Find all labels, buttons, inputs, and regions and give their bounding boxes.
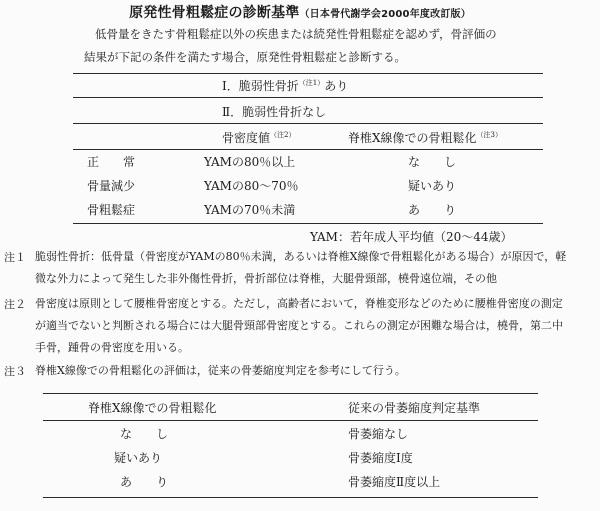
- intro-line-1: 低骨量をきたす骨粗鬆症以外の疾患または続発性骨粗鬆症を認めず，骨評価の: [95, 27, 497, 41]
- table2-row-2-right: 骨萎縮度Ⅰ度: [348, 451, 413, 465]
- note-1-line-2: 微な外力によって発生した非外傷性骨折，骨折部位は脊椎，大腿骨頸部，橈骨遠位端，その他: [35, 272, 497, 285]
- bmd-header-note: （注2）: [270, 131, 296, 139]
- rule-top: [73, 73, 543, 74]
- rule-sec2: [73, 123, 543, 124]
- note-2-line-1: 骨密度は原則として腰椎骨密度とする。ただし，高齢者において，脊椎変形などのために腰椎骨密度の測定: [35, 297, 563, 310]
- table1-header-bmd: [222, 129, 295, 146]
- table2-row-3-right: 骨萎縮度Ⅱ度以上: [348, 475, 441, 489]
- note-1-num: 注１: [4, 251, 26, 264]
- bmd-header-label: 骨密度値: [222, 131, 271, 145]
- table2-row-3-left: あ り: [120, 475, 169, 489]
- xray-header-label: 脊椎X線像での骨粗鬆化: [348, 131, 477, 145]
- table1-row-1-bmd: YAMの80％以上: [204, 155, 296, 169]
- table2-header-left: 脊椎X線像での骨粗鬆化: [88, 401, 217, 415]
- note-3-num: 注３: [4, 365, 26, 378]
- table1-row-3-bmd: YAMの70％未満: [204, 203, 296, 217]
- table1-row-1-xray: な し: [408, 155, 457, 169]
- rule-table2-bottom: [43, 497, 538, 498]
- note-3-line-1: 脊椎X線像での骨粗鬆化の評価は，従来の骨萎縮度判定を参考にして行う。: [35, 364, 406, 377]
- note-2-num: 注２: [4, 298, 26, 311]
- yam-footnote: YAM：若年成人平均値（20～44歳）: [310, 230, 513, 244]
- table1-row-3-xray: あ り: [408, 203, 457, 217]
- note-2-line-3: 手骨，踵骨の骨密度を用いる。: [35, 341, 189, 354]
- table2-header-right: 従来の骨萎縮度判定基準: [348, 401, 481, 415]
- table1-header-xray: [348, 129, 502, 146]
- table1-row-2-category: 骨量減少: [87, 179, 136, 193]
- table2-row-2-left: 疑いあり: [114, 451, 163, 465]
- section-2-label: Ⅱ．脆弱性骨折なし: [222, 105, 327, 119]
- section-1: [222, 77, 348, 94]
- table2-row-1-left: な し: [120, 427, 169, 441]
- table2-row-1-right: 骨萎縮なし: [348, 427, 409, 441]
- rule-sec1: [73, 97, 543, 98]
- title-subtitle: （日本骨代謝学会2000年度改訂版）: [299, 9, 471, 20]
- rule-table2-top: [43, 393, 538, 394]
- note-1-line-1: 脆弱性骨折：低骨量（骨密度がYAMの80％未満，あるいは脊椎X線像で骨粗鬆化がある場合）が原因で，軽: [35, 250, 567, 263]
- xray-header-note: （注3）: [476, 131, 503, 139]
- rule-table1-header: [73, 149, 543, 150]
- table1-row-2-bmd: YAMの80～70％: [204, 179, 299, 193]
- title-main: 原発性骨粗鬆症の診断基準: [129, 5, 300, 21]
- section-1-note: （注1）: [298, 79, 325, 87]
- table1-row-3-category: 骨粗鬆症: [87, 203, 136, 217]
- intro-line-2: 結果が下記の条件を満たす場合，原発性骨粗鬆症と診断する。: [84, 50, 406, 64]
- note-2-line-2: が適当でないと判断される場合には大腿骨頸部骨密度とする。これらの測定が困難な場合は，橈骨，第二中: [35, 319, 563, 332]
- section-1-suffix: あり: [324, 79, 349, 93]
- rule-table2-header: [43, 420, 538, 421]
- table1-row-1-category: 正 常: [87, 155, 136, 169]
- document-title: [0, 2, 600, 22]
- section-1-label: Ⅰ．脆弱性骨折: [222, 79, 299, 93]
- rule-table1-bottom: [73, 223, 543, 224]
- table1-row-2-xray: 疑いあり: [408, 179, 457, 193]
